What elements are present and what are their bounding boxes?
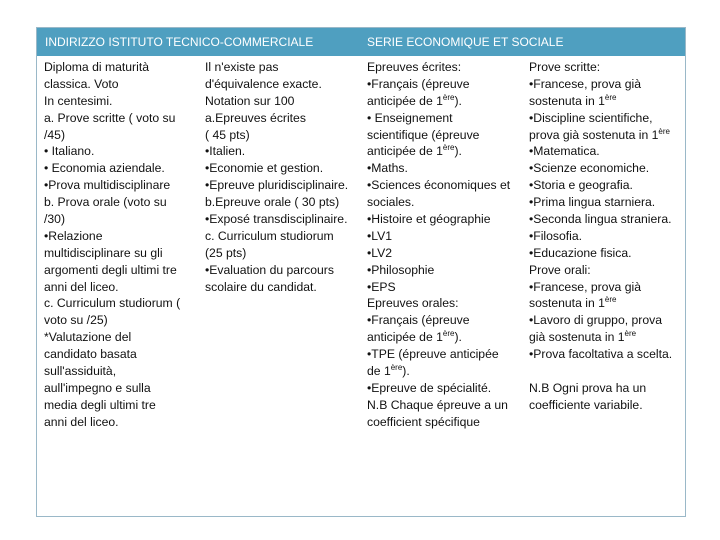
text-line: •Exposé transdisciplinaire. xyxy=(205,212,348,227)
text-line xyxy=(367,211,510,228)
text-line xyxy=(529,194,672,211)
text-line xyxy=(529,127,672,144)
text-line xyxy=(529,110,672,127)
text-line: •Economie et gestion. xyxy=(205,161,324,176)
text-line xyxy=(529,245,672,262)
text-line xyxy=(367,329,510,346)
line-text: •LV2 xyxy=(367,245,393,260)
text-line xyxy=(529,76,672,93)
text-line: classica. Voto xyxy=(44,76,119,91)
text-line xyxy=(529,160,672,177)
line-suffix: ). xyxy=(454,144,462,159)
ordinal-superscript: ère xyxy=(624,329,637,339)
text-line: • Economia aziendale. xyxy=(44,161,165,176)
text-line: a.Epreuves écrites xyxy=(205,110,306,125)
text-line: ( 45 pts) xyxy=(205,127,250,142)
table-header xyxy=(37,28,685,56)
text-line xyxy=(529,59,672,76)
text-line xyxy=(367,160,510,177)
line-text: •Filosofia. xyxy=(529,228,583,243)
line-text: sociales. xyxy=(367,195,415,210)
text-line xyxy=(367,346,510,363)
header-right-title: SERIE ECONOMIQUE ET SOCIALE xyxy=(367,35,564,49)
text-line xyxy=(529,363,672,380)
line-text: •Seconda lingua straniera. xyxy=(529,212,672,227)
ordinal-superscript: ère xyxy=(604,295,617,305)
ordinal-superscript: ère xyxy=(390,363,403,373)
text-line: a. Prove scritte ( voto su xyxy=(44,110,176,125)
line-text: prova già sostenuta in 1 xyxy=(529,127,659,142)
text-line xyxy=(367,110,510,127)
text-line xyxy=(529,346,672,363)
column-italian-diploma xyxy=(44,59,180,431)
line-text: anticipée de 1 xyxy=(367,144,443,159)
text-line: (25 pts) xyxy=(205,245,247,260)
line-text: •Prima lingua starniera. xyxy=(529,195,656,210)
text-line xyxy=(367,295,510,312)
text-line: anni del liceo. xyxy=(44,279,119,294)
column-french-equivalence xyxy=(205,59,348,295)
text-line xyxy=(529,177,672,194)
text-line: media degli ultimi tre xyxy=(44,397,156,412)
line-text: •Epreuve de spécialité. xyxy=(367,380,492,395)
text-line xyxy=(529,380,672,397)
comparison-table xyxy=(36,27,686,517)
text-line xyxy=(367,76,510,93)
text-line xyxy=(529,329,672,346)
line-text: già sostenuta in 1 xyxy=(529,330,625,345)
line-text: scientifique (épreuve xyxy=(367,127,480,142)
text-line xyxy=(367,397,510,414)
text-line xyxy=(367,59,510,76)
line-text: Epreuves orales: xyxy=(367,296,459,311)
line-text: N.B Chaque épreuve a un xyxy=(367,397,508,412)
ordinal-superscript: ère xyxy=(442,143,455,153)
text-line xyxy=(529,279,672,296)
text-line xyxy=(367,93,510,110)
text-line: d'équivalence exacte. xyxy=(205,76,322,91)
line-suffix: ). xyxy=(454,330,462,345)
line-text: anticipée de 1 xyxy=(367,330,443,345)
line-text: Prove orali: xyxy=(529,262,591,277)
ordinal-superscript: ère xyxy=(442,92,455,102)
ordinal-superscript: ère xyxy=(658,126,670,136)
line-text: •Sciences économiques et xyxy=(367,178,511,193)
text-line: In centesimi. xyxy=(44,93,113,108)
line-text: •TPE (épreuve anticipée xyxy=(367,347,499,362)
line-text: coefficiente variabile. xyxy=(529,397,643,412)
column-french-exams xyxy=(367,59,510,431)
text-line: candidato basata xyxy=(44,347,137,362)
line-suffix: ). xyxy=(454,93,462,108)
text-line: • Italiano. xyxy=(44,144,95,159)
text-line xyxy=(529,397,672,414)
line-text: anticipée de 1 xyxy=(367,93,443,108)
line-text: sostenuta in 1 xyxy=(529,93,605,108)
text-line xyxy=(529,295,672,312)
text-line xyxy=(367,245,510,262)
text-line xyxy=(367,194,510,211)
line-text: N.B Ogni prova ha un xyxy=(529,380,647,395)
text-line: anni del liceo. xyxy=(44,414,119,429)
line-text: •Français (épreuve xyxy=(367,76,470,91)
text-line xyxy=(367,414,510,431)
text-line xyxy=(529,143,672,160)
line-text: •Matematica. xyxy=(529,144,600,159)
text-line: c. Curriculum studiorum xyxy=(205,228,334,243)
line-text: coefficient spécifique xyxy=(367,414,480,429)
text-line: /45) xyxy=(44,127,66,142)
text-line xyxy=(367,279,510,296)
line-text: •LV1 xyxy=(367,228,393,243)
text-line: /30) xyxy=(44,212,66,227)
text-line xyxy=(367,127,510,144)
line-text: sostenuta in 1 xyxy=(529,296,605,311)
text-line: b.Epreuve orale ( 30 pts) xyxy=(205,195,340,210)
line-text: •Philosophie xyxy=(367,262,435,277)
line-text: • Enseignement xyxy=(367,110,453,125)
text-line xyxy=(367,228,510,245)
line-text: •Storia e geografia. xyxy=(529,178,633,193)
text-line: •Evaluation du parcours xyxy=(205,262,334,277)
line-text: •Scienze economiche. xyxy=(529,161,650,176)
text-line: sull'assiduità, xyxy=(44,364,117,379)
text-line: •Relazione xyxy=(44,228,103,243)
line-text: •Francese, prova già xyxy=(529,76,641,91)
text-line xyxy=(367,262,510,279)
text-line: •Prova multidisciplinare xyxy=(44,178,171,193)
text-line xyxy=(367,177,510,194)
line-text: •Discipline scientifiche, xyxy=(529,110,653,125)
header-left-title: INDIRIZZO ISTITUTO TECNICO-COMMERCIALE xyxy=(45,35,314,49)
text-line xyxy=(367,312,510,329)
text-line xyxy=(529,93,672,110)
ordinal-superscript: ère xyxy=(442,329,455,339)
text-line: c. Curriculum studiorum ( xyxy=(44,296,181,311)
text-line: *Valutazione del xyxy=(44,330,132,345)
line-suffix: ). xyxy=(402,364,410,379)
text-line: •Epreuve pluridisciplinaire. xyxy=(205,178,349,193)
text-line xyxy=(529,211,672,228)
text-line: Diploma di maturità xyxy=(44,60,149,74)
text-line xyxy=(367,380,510,397)
line-text: •Français (épreuve xyxy=(367,313,470,328)
text-line xyxy=(367,363,510,380)
line-text: Epreuves écrites: xyxy=(367,60,462,74)
text-line: scolaire du candidat. xyxy=(205,279,317,294)
line-text: •Lavoro di gruppo, prova xyxy=(529,313,662,328)
text-line: multidisciplinare su gli xyxy=(44,245,163,260)
text-line: Il n'existe pas xyxy=(205,60,279,74)
line-text: •Histoire et géographie xyxy=(367,212,491,227)
text-line xyxy=(529,312,672,329)
text-line xyxy=(529,228,672,245)
text-line: argomenti degli ultimi tre xyxy=(44,262,177,277)
line-text: •EPS xyxy=(367,279,396,294)
text-line: aull'impegno e sulla xyxy=(44,380,151,395)
text-line: Notation sur 100 xyxy=(205,93,295,108)
text-line: voto su /25) xyxy=(44,313,108,328)
text-line xyxy=(529,262,672,279)
line-text: •Educazione fisica. xyxy=(529,245,632,260)
ordinal-superscript: ère xyxy=(604,92,617,102)
text-line xyxy=(367,143,510,160)
text-line: b. Prova orale (voto su xyxy=(44,195,167,210)
line-text: •Prova facoltativa a scelta. xyxy=(529,347,673,362)
text-line: •Italien. xyxy=(205,144,246,159)
column-italian-exams xyxy=(529,59,672,414)
line-text: •Maths. xyxy=(367,161,408,176)
line-text: de 1 xyxy=(367,364,391,379)
line-text: Prove scritte: xyxy=(529,60,601,74)
line-text: •Francese, prova già xyxy=(529,279,641,294)
